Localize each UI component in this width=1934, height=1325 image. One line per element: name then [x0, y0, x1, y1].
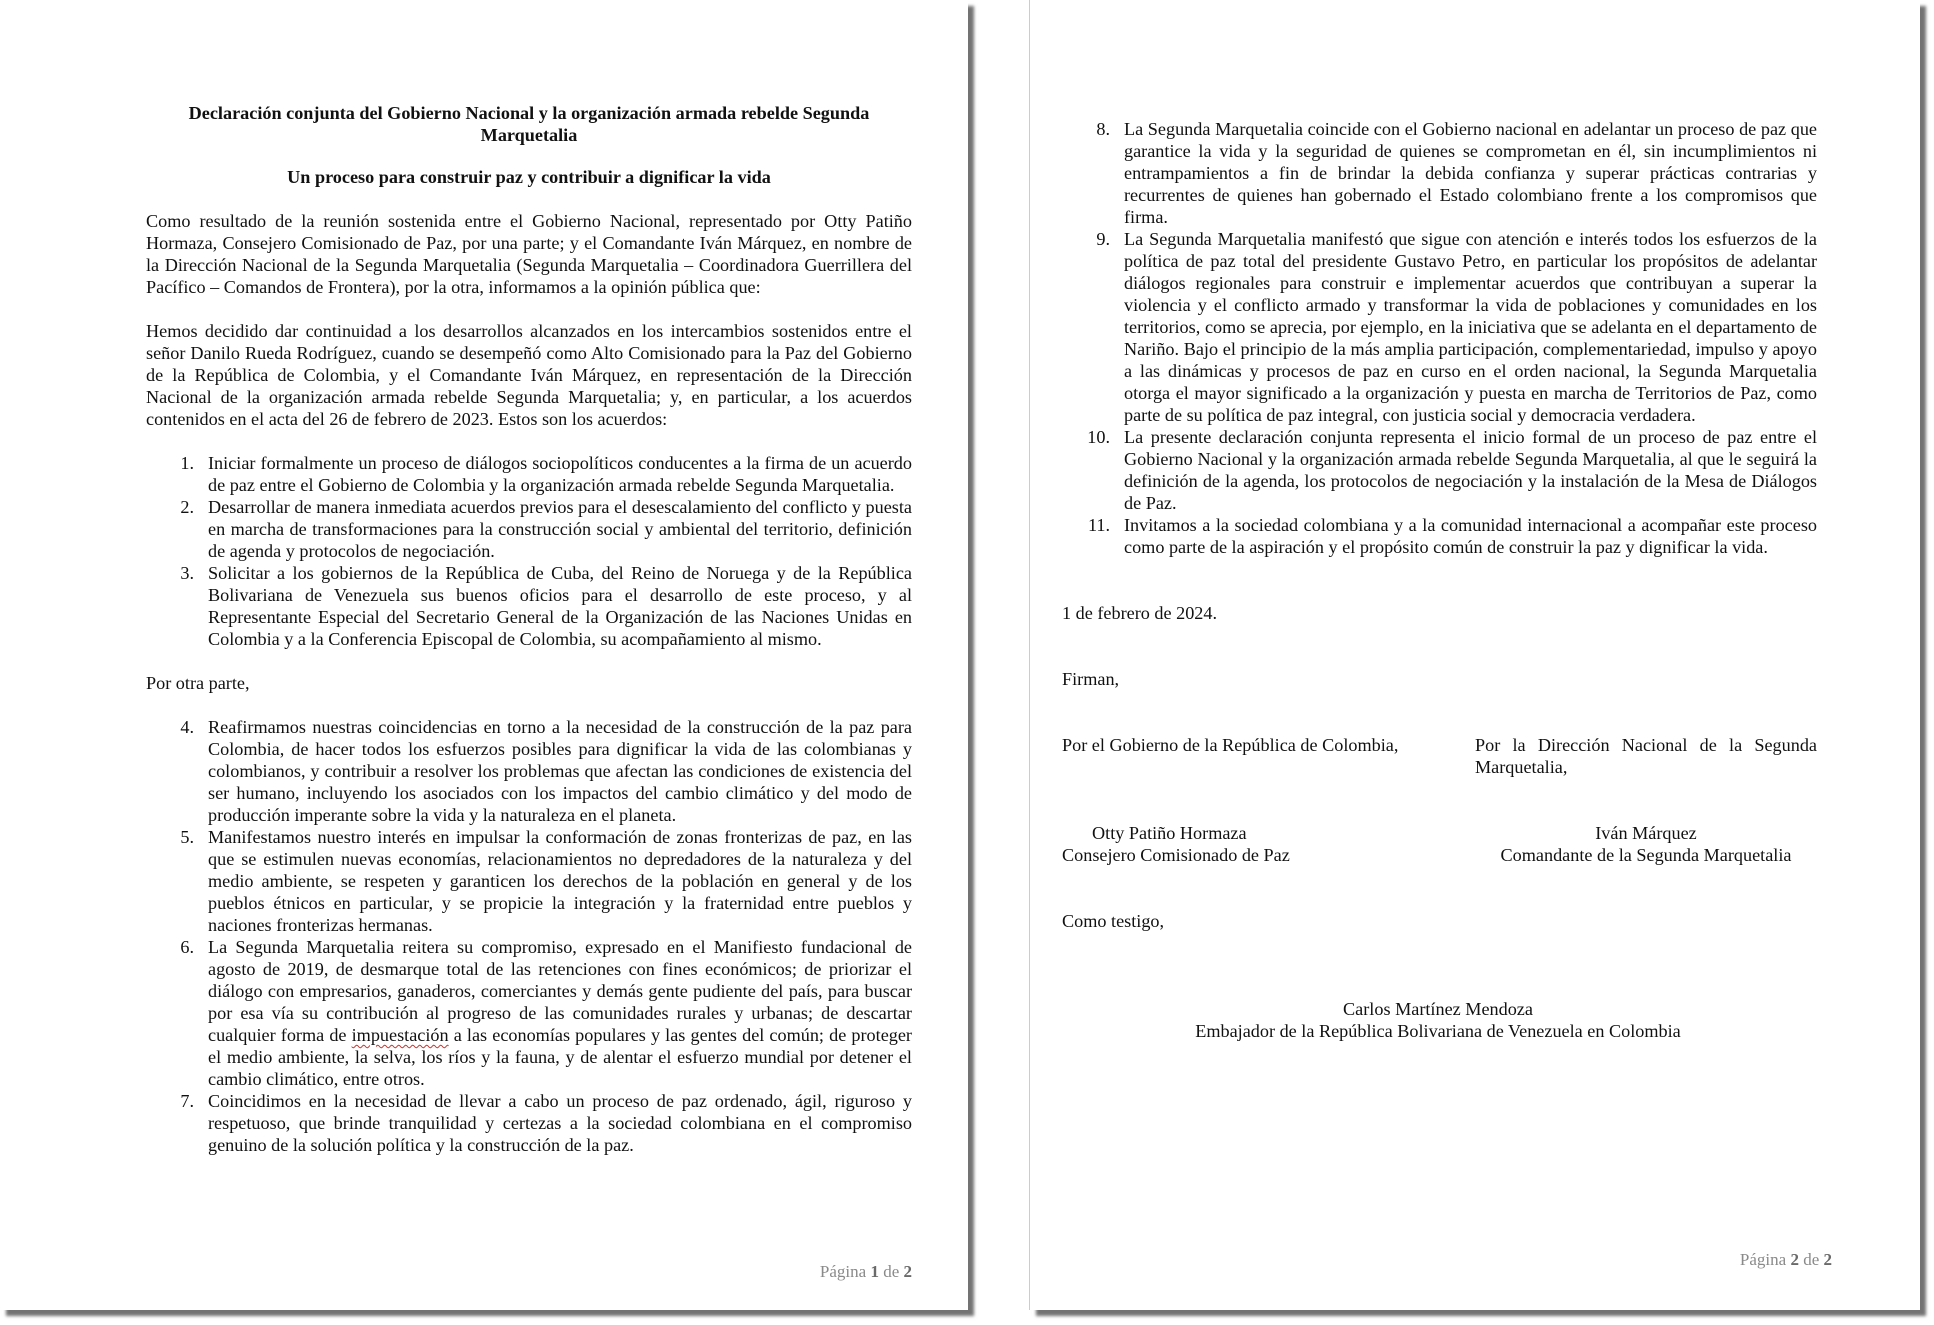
- item-text: La Segunda Marquetalia coincide con el Gobierno nacional en adelantar un proceso de paz que garantice la vida y la seguridad de quienes se comprometan en él, sin incumplimientos ni entrampamientos a fin de brindar la debida confianza y superar prácticas contrarias y recurrentes de quienes han gobernado el Estado colombiano frente a los compromisos que firma.: [1124, 119, 1817, 227]
- footer-prefix: Página: [1739, 1250, 1791, 1269]
- signatory-right: [1475, 822, 1817, 866]
- item-number: 9.: [1096, 229, 1110, 249]
- list-item: [146, 496, 912, 562]
- list-item: [1062, 228, 1817, 426]
- item-text-part: a las economías populares y las gentes del común; de proteger el medio ambiente, la selva, los ríos y la fauna, y de alentar el esfuerzo mundial por detener el cambio climático, entre otros.: [208, 1025, 912, 1089]
- page-number-footer: [1740, 1250, 1832, 1270]
- witness-block: [1138, 998, 1738, 1042]
- item-text: Desarrollar de manera inmediata acuerdos previos para el desescalamiento del conflicto y puesta en marcha de transformaciones para la construcción social y ambiental del territorio, definición de agenda y protocolos de negociación.: [208, 497, 912, 561]
- item-text: La Segunda Marquetalia manifestó que sigue con atención e interés todos los esfuerzos de la política de paz total del presidente Gustavo Petro, en particular los propósitos de adelantar diálogos regionales para construir e implementar acuerdos que contribuyan a superar la violencia y el conflicto armado y transformar la vida de poblaciones y comunidades en los territorios, como se aprecia, por ejemplo, en la iniciativa que se adelanta en el departamento de Nariño. Bajo el principio de la más amplia participación, complementariedad, impulso y apoyo a las dinámicas y procesos de paz en curso en el orden nacional, la Segunda Marquetalia otorga el mayor significado a la organización y puesta en marcha de Territorios de Paz, como parte de su política de paz integral, con justicia social y democracia verdadera.: [1124, 229, 1817, 425]
- agreements-list-b: [146, 716, 912, 1156]
- page-number-footer: [820, 1262, 912, 1282]
- witness-name: Carlos Martínez Mendoza: [1343, 999, 1533, 1019]
- document-title: Declaración conjunta del Gobierno Nacional y la organización armada rebelde Segunda Marquetalia: [188, 103, 870, 145]
- list-item: [146, 826, 912, 936]
- document-date: 1 de febrero de 2024.: [1062, 603, 1218, 623]
- signatory-role: Consejero Comisionado de Paz: [1062, 845, 1290, 865]
- item-text: Manifestamos nuestro interés en impulsar la conformación de zonas fronterizas de paz, en las que se estimulen nuevas economías, relacionamientos no depredadores de la naturaleza y del medio ambiente, se respeten y garanticen los derechos de la población en general y de los pueblos étnicos en particular, y se propicie la integración y la fraternidad entre pueblos y naciones fronterizas hermanas.: [208, 827, 912, 935]
- list-item: [146, 562, 912, 650]
- footer-total-pages: 2: [1823, 1250, 1832, 1269]
- document-subtitle: Un proceso para construir paz y contribuir a dignificar la vida: [287, 167, 771, 187]
- document-page-1: [0, 0, 968, 1310]
- por-otra-parte: Por otra parte,: [146, 673, 250, 693]
- list-item: [1062, 426, 1817, 514]
- signature-blocks: [1062, 822, 1817, 866]
- item-text: Iniciar formalmente un proceso de diálogos sociopolíticos conducentes a la firma de un acuerdo de paz entre el Gobierno de Colombia y la organización armada rebelde Segunda Marquetalia.: [208, 453, 912, 495]
- item-number: 7.: [180, 1091, 194, 1111]
- witness-role: Embajador de la República Bolivariana de Venezuela en Colombia: [1195, 1021, 1681, 1041]
- item-text: Reafirmamos nuestras coincidencias en torno a la necesidad de la construcción de la paz para Colombia, de hacer todos los esfuerzos posibles para dignificar la vida de las colombianas y colombianos, y contribuir a resolver los problemas que afectan las condiciones de existencia del ser humano, incluyendo los asociados con los impactos del cambio climático y del modo de producción imperante sobre la vida y la naturaleza en el planeta.: [208, 717, 912, 825]
- list-item: [146, 1090, 912, 1156]
- footer-current-page: 1: [870, 1262, 879, 1281]
- sign-left-heading: Por el Gobierno de la República de Colombia,: [1062, 735, 1399, 755]
- list-item: [1062, 514, 1817, 558]
- item-text: Coincidimos en la necesidad de llevar a cabo un proceso de paz ordenado, ágil, riguroso y respetuoso, que brinde tranquilidad y certezas a la sociedad colombiana en el compromiso genuino de la solución política y la construcción de la paz.: [208, 1091, 912, 1155]
- item-text-part: La Segunda Marquetalia reitera su compromiso, expresado en el Manifiesto fundacional de agosto de 2019, de desmarque total de las retenciones con fines económicos; de priorizar el diálogo con empresarios, ganaderos, comerciantes y demás gente pudiente del país, para buscar por esa vía su contribución al progreso de las comunidades rurales y urbanas; de descartar cualquier forma de: [208, 937, 912, 1045]
- list-item: [146, 716, 912, 826]
- item-text: La presente declaración conjunta representa el inicio formal de un proceso de paz entre el Gobierno Nacional y la organización armada rebelde Segunda Marquetalia, al que le seguirá la definición de la agenda, los protocolos de negociación y la instalación de la Mesa de Diálogos de Paz.: [1124, 427, 1817, 513]
- item-number: 10.: [1087, 427, 1110, 447]
- list-item: [1062, 118, 1817, 228]
- page-1-content: [146, 102, 912, 1156]
- intro-paragraph: Como resultado de la reunión sostenida entre el Gobierno Nacional, representado por Otty Patiño Hormaza, Consejero Comisionado de Paz, por una parte; y el Comandante Iván Márquez, en nombre de la Dirección Nacional de la Segunda Marquetalia (Segunda Marquetalia – Coordinadora Guerrillera del Pacífico – Comandos de Frontera), por la otra, informamos a la opinión pública que:: [146, 211, 912, 297]
- footer-middle: de: [1798, 1250, 1824, 1269]
- item-number: 11.: [1087, 515, 1110, 535]
- signatory-name: Otty Patiño Hormaza: [1092, 823, 1247, 843]
- item-number: 3.: [180, 563, 194, 583]
- continuity-paragraph: Hemos decidido dar continuidad a los desarrollos alcanzados en los intercambios sostenidos entre el señor Danilo Rueda Rodríguez, cuando se desempeñó como Alto Comisionado para la Paz del Gobierno de la República de Colombia, y el Comandante Iván Márquez, en representación de la Dirección Nacional de la organización armada rebelde Segunda Marquetalia; y, en particular, a los acuerdos contenidos en el acta del 26 de febrero de 2023. Estos son los acuerdos:: [146, 321, 912, 429]
- list-item: [146, 452, 912, 496]
- item-number: 4.: [180, 717, 194, 737]
- item-number: 6.: [180, 937, 194, 957]
- sign-right-heading: Por la Dirección Nacional de la Segunda Marquetalia,: [1475, 735, 1817, 777]
- document-page-2: [1030, 0, 1920, 1310]
- item-number: 8.: [1096, 119, 1110, 139]
- item-text: [208, 937, 912, 1089]
- misspelled-word[interactable]: impuestación: [351, 1025, 449, 1045]
- item-number: 5.: [180, 827, 194, 847]
- agreements-list-a: [146, 452, 912, 650]
- footer-current-page: 2: [1790, 1250, 1799, 1269]
- item-number: 1.: [180, 453, 194, 473]
- signatory-left: [1062, 822, 1402, 866]
- item-text: Solicitar a los gobiernos de la República de Cuba, del Reino de Noruega y de la República Bolivariana de Venezuela sus buenos oficios para el desarrollo de este proceso, y al Representante Especial del Secretario General de la Organización de las Naciones Unidas en Colombia y a la Conferencia Episcopal de Colombia, su acompañamiento al mismo.: [208, 563, 912, 649]
- testigo-label: Como testigo,: [1062, 911, 1165, 931]
- signatory-role: Comandante de la Segunda Marquetalia: [1500, 845, 1792, 865]
- footer-total-pages: 2: [903, 1262, 912, 1281]
- page-2-content: [1062, 118, 1817, 1042]
- item-number: 2.: [180, 497, 194, 517]
- signatory-name: Iván Márquez: [1595, 823, 1697, 843]
- item-text: Invitamos a la sociedad colombiana y a la comunidad internacional a acompañar este proceso como parte de la aspiración y el propósito común de construir la paz y dignificar la vida.: [1124, 515, 1817, 557]
- signature-headings: [1062, 734, 1817, 778]
- list-item: [146, 936, 912, 1090]
- footer-middle: de: [878, 1262, 904, 1281]
- agreements-list-c: [1062, 118, 1817, 558]
- footer-prefix: Página: [819, 1262, 871, 1281]
- firman-label: Firman,: [1062, 669, 1120, 689]
